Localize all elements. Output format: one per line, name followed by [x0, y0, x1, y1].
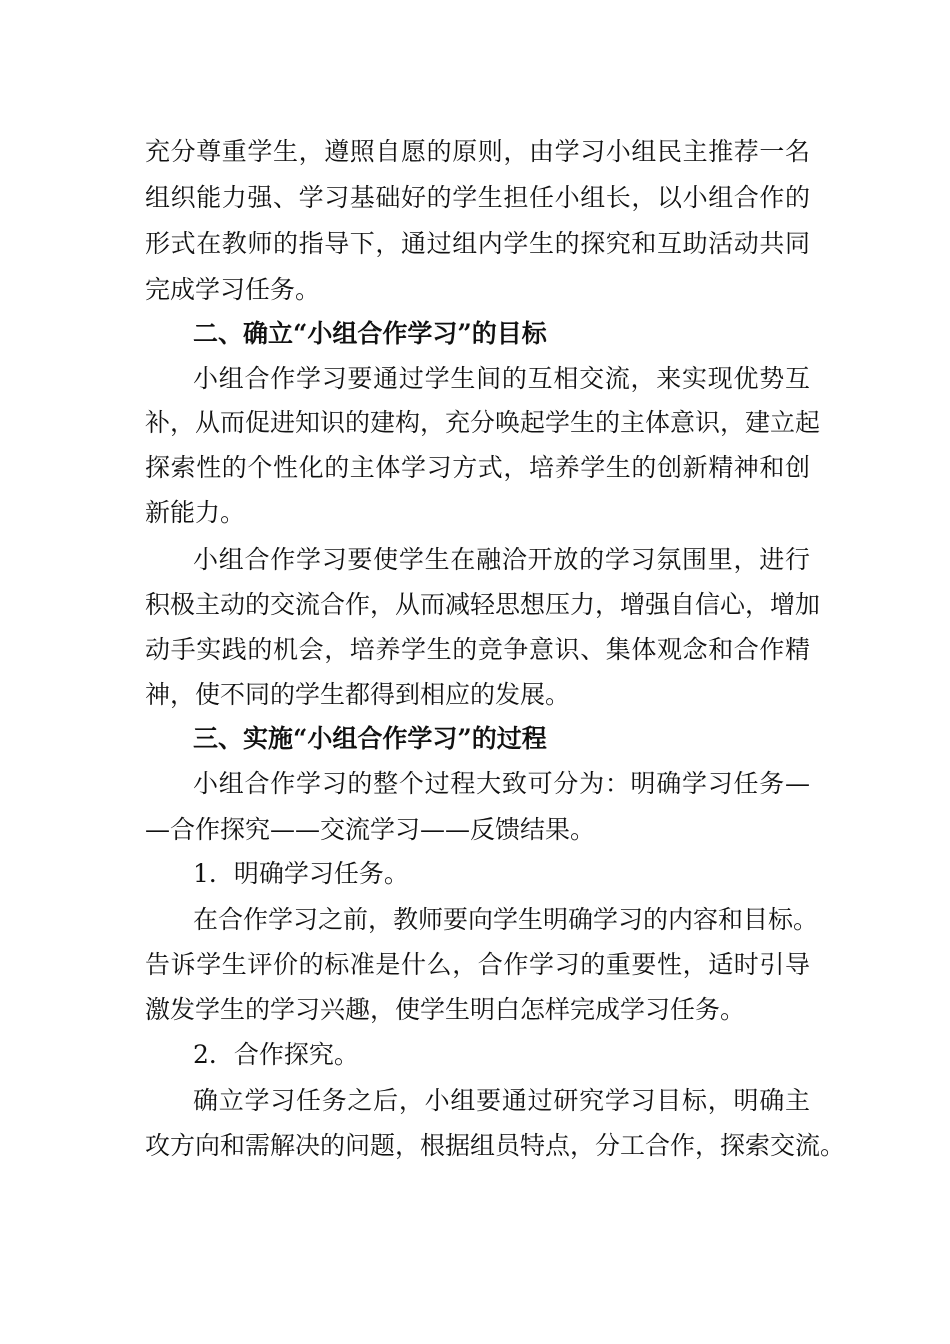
subheading: 2．合作探究。	[193, 1040, 359, 1069]
text-line: 新能力。	[145, 498, 246, 527]
section-heading: 二、确立“小组合作学习”的目标	[193, 319, 547, 348]
section-heading: 三、实施“小组合作学习”的过程	[193, 724, 547, 753]
text-line: 积极主动的交流合作，从而减轻思想压力，增强自信心，增加	[145, 590, 821, 619]
text-line: 激发学生的学习兴趣，使学生明白怎样完成学习任务。	[145, 995, 746, 1024]
text-line: 小组合作学习要使学生在融洽开放的学习氛围里，进行	[193, 545, 810, 574]
text-line: 攻方向和需解决的问题，根据组员特点，分工合作，探索交流。	[145, 1131, 846, 1160]
text-line: 小组合作学习的整个过程大致可分为：明确学习任务—	[193, 769, 810, 798]
text-line: 在合作学习之前，教师要向学生明确学习的内容和目标。	[193, 905, 819, 934]
text-line: 补，从而促进知识的建构，充分唤起学生的主体意识，建立起	[145, 408, 821, 437]
text-line: 完成学习任务。	[145, 275, 321, 304]
text-line: 动手实践的机会，培养学生的竞争意识、集体观念和合作精	[145, 635, 810, 664]
text-line: 小组合作学习要通过学生间的互相交流，来实现优势互	[193, 364, 810, 393]
text-line: 组织能力强、学习基础好的学生担任小组长，以小组合作的	[145, 183, 810, 212]
text-line: 探索性的个性化的主体学习方式，培养学生的创新精神和创	[145, 453, 810, 482]
text-line: 充分尊重学生，遵照自愿的原则，由学习小组民主推荐一名	[145, 137, 810, 166]
text-line: 确立学习任务之后，小组要通过研究学习目标，明确主	[193, 1086, 810, 1115]
text-line: 形式在教师的指导下，通过组内学生的探究和互助活动共同	[145, 229, 810, 258]
text-line: 神，使不同的学生都得到相应的发展。	[145, 680, 571, 709]
subheading: 1．明确学习任务。	[193, 859, 409, 888]
text-line: —合作探究——交流学习——反馈结果。	[145, 815, 596, 844]
text-line: 告诉学生评价的标准是什么，合作学习的重要性，适时引导	[145, 950, 810, 979]
